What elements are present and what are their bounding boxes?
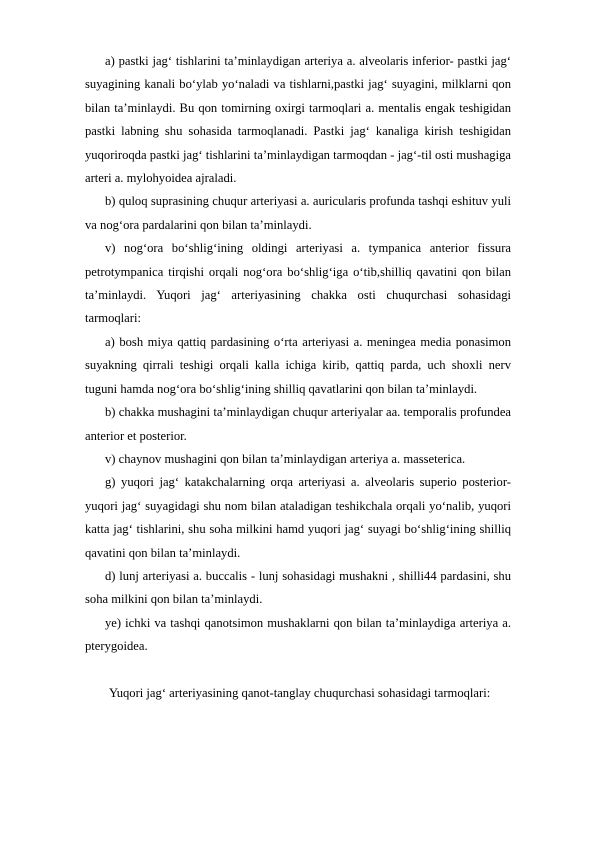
paragraph-deep-auricular-artery: b) quloq suprasining chuqur arteriyasi a. auricularis profunda tashqi eshituv yuli va nog‘ora pardalarini qon bilan ta’minlaydi.: [85, 194, 511, 232]
section-heading: Yuqori jag‘ arteriyasining qanot-tanglay chuqurchasi sohasidagi tarmoqlari:: [109, 685, 491, 700]
paragraph-anterior-tympanic-artery: v) nog‘ora bo‘shlig‘ining oldingi arteriyasi a. tympanica anterior fissura petrotympanica tirqishi orqali nog‘ora bo‘shlig‘iga o‘tib,shilliq qavatini qon bilan ta’minlaydi. Yuqori jag‘ arteriyasining chakka osti chuqurchasi sohasidagi tarmoqlari:: [85, 241, 511, 326]
paragraph-pterygoid-artery: ye) ichki va tashqi qanotsimon mushaklarni qon bilan ta’minlaydiga arteriya a. pterygoidea.: [85, 615, 511, 654]
paragraph-mandibular-teeth-artery: a) pastki jag‘ tishlarini ta’minlaydigan arteriya a. alveolaris inferior- pastki jag‘ suyagining kanali bo‘ylab yo‘naladi va tishlarni,pastki jag‘ suyagini, milklarni qon bilan ta’minlaydi. Bu qon tomirning oxirgi tarmoqlari a. mentalis engak teshigidan pastki labning shu sohasida tarmoqlanadi. Pastki jag‘ kanaliga kirish teshigidan yuqoriroqda pastki jag‘ tishlarini ta’minlaydigan tarmoqdan - jag‘-til osti mushagiga arteri a. mylohyoidea ajraladi.: [85, 54, 511, 186]
document-body: [85, 50, 511, 705]
paragraph-middle-meningeal-artery: a) bosh miya qattiq pardasining o‘rta arteriyasi a. meningea media ponasimon suyakning qirrali teshigi orqali kalla ichiga kirib, qattiq parda, uch shoxli nerv tuguni hamda nog‘ora bo‘shlig‘ining shilliq qavatlarini qon bilan ta’minlaydi.: [85, 334, 511, 396]
paragraph-deep-temporal-arteries: b) chakka mushagini ta’minlaydigan chuqur arteriyalar aa. temporalis profundea anterior et posterior.: [85, 405, 511, 443]
paragraph-masseteric-artery: v) chaynov mushagini qon bilan ta’minlaydigan arteriya a. masseterica.: [105, 451, 466, 466]
paragraph-posterior-superior-alveolar-artery: g) yuqori jag‘ katakchalarning orqa arteriyasi a. alveolaris superio posterior- yuqori jag‘ suyagidagi shu nom bilan ataladigan teshikchala orqali yo‘nalib, yuqori katta jag‘ tishlarini, shu soha milkini hamd yuqori jag‘ suyagi bo‘shlig‘ining shilliq qavatini qon bilan ta’minlaydi.: [85, 475, 511, 560]
paragraph-buccal-artery: d) lunj arteriyasi a. buccalis - lunj sohasidagi mushakni , shilli44 pardasini, shu soha milkini qon bilan ta’minlaydi.: [85, 568, 511, 607]
